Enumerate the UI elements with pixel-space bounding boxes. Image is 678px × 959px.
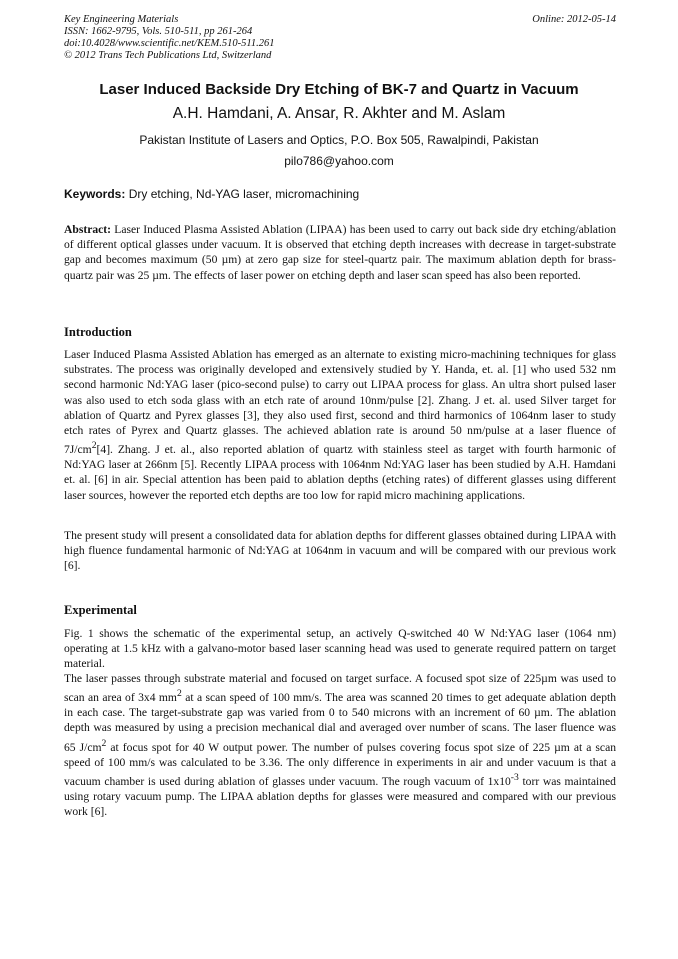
introduction-paragraph-1 bbox=[64, 347, 616, 503]
intro-text-a: Laser Induced Plasma Assisted Ablation has emerged as an alternate to existing micro-machining techniques for glass substrates. The process was originally developed and extensively studied by Y. Handa, et. al. [1] who used 532 nm second harmonic Nd:YAG laser (pico-second pulse) to carry out LIPAA process for glass. An ultra short pulsed laser was also used to etch soda glass with an etch rate of around 10nm/pulse [2]. Zhang. J et. al. used Silver target for ablation of Quartz and Pyrex glasses [3], they also used first, second and third harmonics of 1064nm laser to study etch rates of Pyrex and Quartz glasses. The achieved ablation rate is around 50 nm/pulse at a laser fluence of 7J/cm bbox=[64, 348, 616, 457]
exp-text-d: torr was maintained using rotary vacuum pump. The LIPAA ablation depths for glasses were measured and compared with our previous work [6]. bbox=[64, 774, 616, 819]
introduction-heading: Introduction bbox=[64, 325, 132, 339]
affiliation: Pakistan Institute of Lasers and Optics, P.O. Box 505, Rawalpindi, Pakistan bbox=[139, 133, 539, 147]
author-email: pilo786@yahoo.com bbox=[284, 154, 394, 168]
intro-superscript: 2 bbox=[91, 440, 97, 452]
exp-superscript-1: 2 bbox=[176, 688, 182, 700]
abstract-text: Laser Induced Plasma Assisted Ablation (LIPAA) has been used to carry out back side dry etching/ablation of different optical glasses under vacuum. It is observed that etching depth increases with decrease in target-substrate gap and becomes maximum (50 µm) at zero gap size for steel-quartz pair. The maximum ablation depth for brass-quartz pair was 25 µm. The effects of laser power on etching depth and laser scan speed has also been reported. bbox=[64, 223, 616, 282]
exp-superscript-3: -3 bbox=[510, 771, 519, 783]
journal-name: Key Engineering Materials bbox=[64, 14, 179, 25]
exp-text-a: The laser passes through substrate material and focused on target surface. A focused spot size of 225µm was used to scan an area of 3x4 mm bbox=[64, 672, 616, 705]
keywords-label: Keywords: bbox=[64, 187, 126, 201]
exp-text-b: at a scan speed of 100 mm/s. The area was scanned 20 times to get adequate ablation depth in each case. The target-substrate gap was varied from 0 to 540 microns with an increment of 60 µm. The ablation depth was measured by using a precision mechanical dial and averaged over number of scans. The laser fluence was 65 J/cm bbox=[64, 691, 617, 754]
doi-line: doi:10.4028/www.scientific.net/KEM.510-511.261 bbox=[64, 38, 275, 49]
copyright-line: © 2012 Trans Tech Publications Ltd, Switzerland bbox=[64, 50, 272, 61]
keywords bbox=[64, 187, 616, 201]
exp-text-c: at focus spot for 40 W output power. The number of pulses covering focus spot size of 225 µm at a scan speed of 100 mm/s was calculated to be 3.36. The only difference in experiments in air and under vacuum is that a vacuum chamber is used during ablation of glasses under vacuum. The rough vacuum of 1x10 bbox=[64, 740, 617, 788]
intro-text-b: [4]. Zhang. J et. al., also reported ablation of quartz with stainless steel as target with fourth harmonic of Nd:YAG laser at 266nm [5]. Recently LIPAA process with 1064nm Nd:YAG laser has been studied by A.H. Hamdani et. al. [6] in air. Special attention has been paid to ablation depths (etching rates) of different glasses using different laser sources, however the reported etch depths are too low for rapid micro machining applications. bbox=[64, 443, 616, 502]
introduction-paragraph-2: The present study will present a consolidated data for ablation depths for different glasses obtained during LIPAA with high fluence fundamental harmonic of Nd:YAG at 1064nm in vacuum and will be compared with our previous work [6]. bbox=[64, 529, 616, 573]
issn-line: ISSN: 1662-9795, Vols. 510-511, pp 261-264 bbox=[64, 26, 253, 37]
journal-header bbox=[64, 14, 616, 62]
keywords-text: Dry etching, Nd-YAG laser, micromachining bbox=[125, 187, 360, 201]
abstract-label: Abstract: bbox=[64, 223, 112, 236]
online-date: Online: 2012-05-14 bbox=[532, 14, 616, 25]
experimental-paragraph-2 bbox=[64, 671, 616, 819]
authors: A.H. Hamdani, A. Ansar, R. Akhter and M. Aslam bbox=[172, 105, 506, 122]
paper-title: Laser Induced Backside Dry Etching of BK-7 and Quartz in Vacuum bbox=[99, 81, 579, 98]
experimental-heading: Experimental bbox=[64, 603, 137, 617]
abstract bbox=[64, 222, 616, 283]
experimental-paragraph-1: Fig. 1 shows the schematic of the experimental setup, an actively Q-switched 40 W Nd:YAG laser (1064 nm) operating at 1.5 kHz with a galvano-motor based laser scanning head was used to generate required pattern on target material. bbox=[64, 627, 616, 671]
exp-superscript-2: 2 bbox=[101, 737, 107, 749]
